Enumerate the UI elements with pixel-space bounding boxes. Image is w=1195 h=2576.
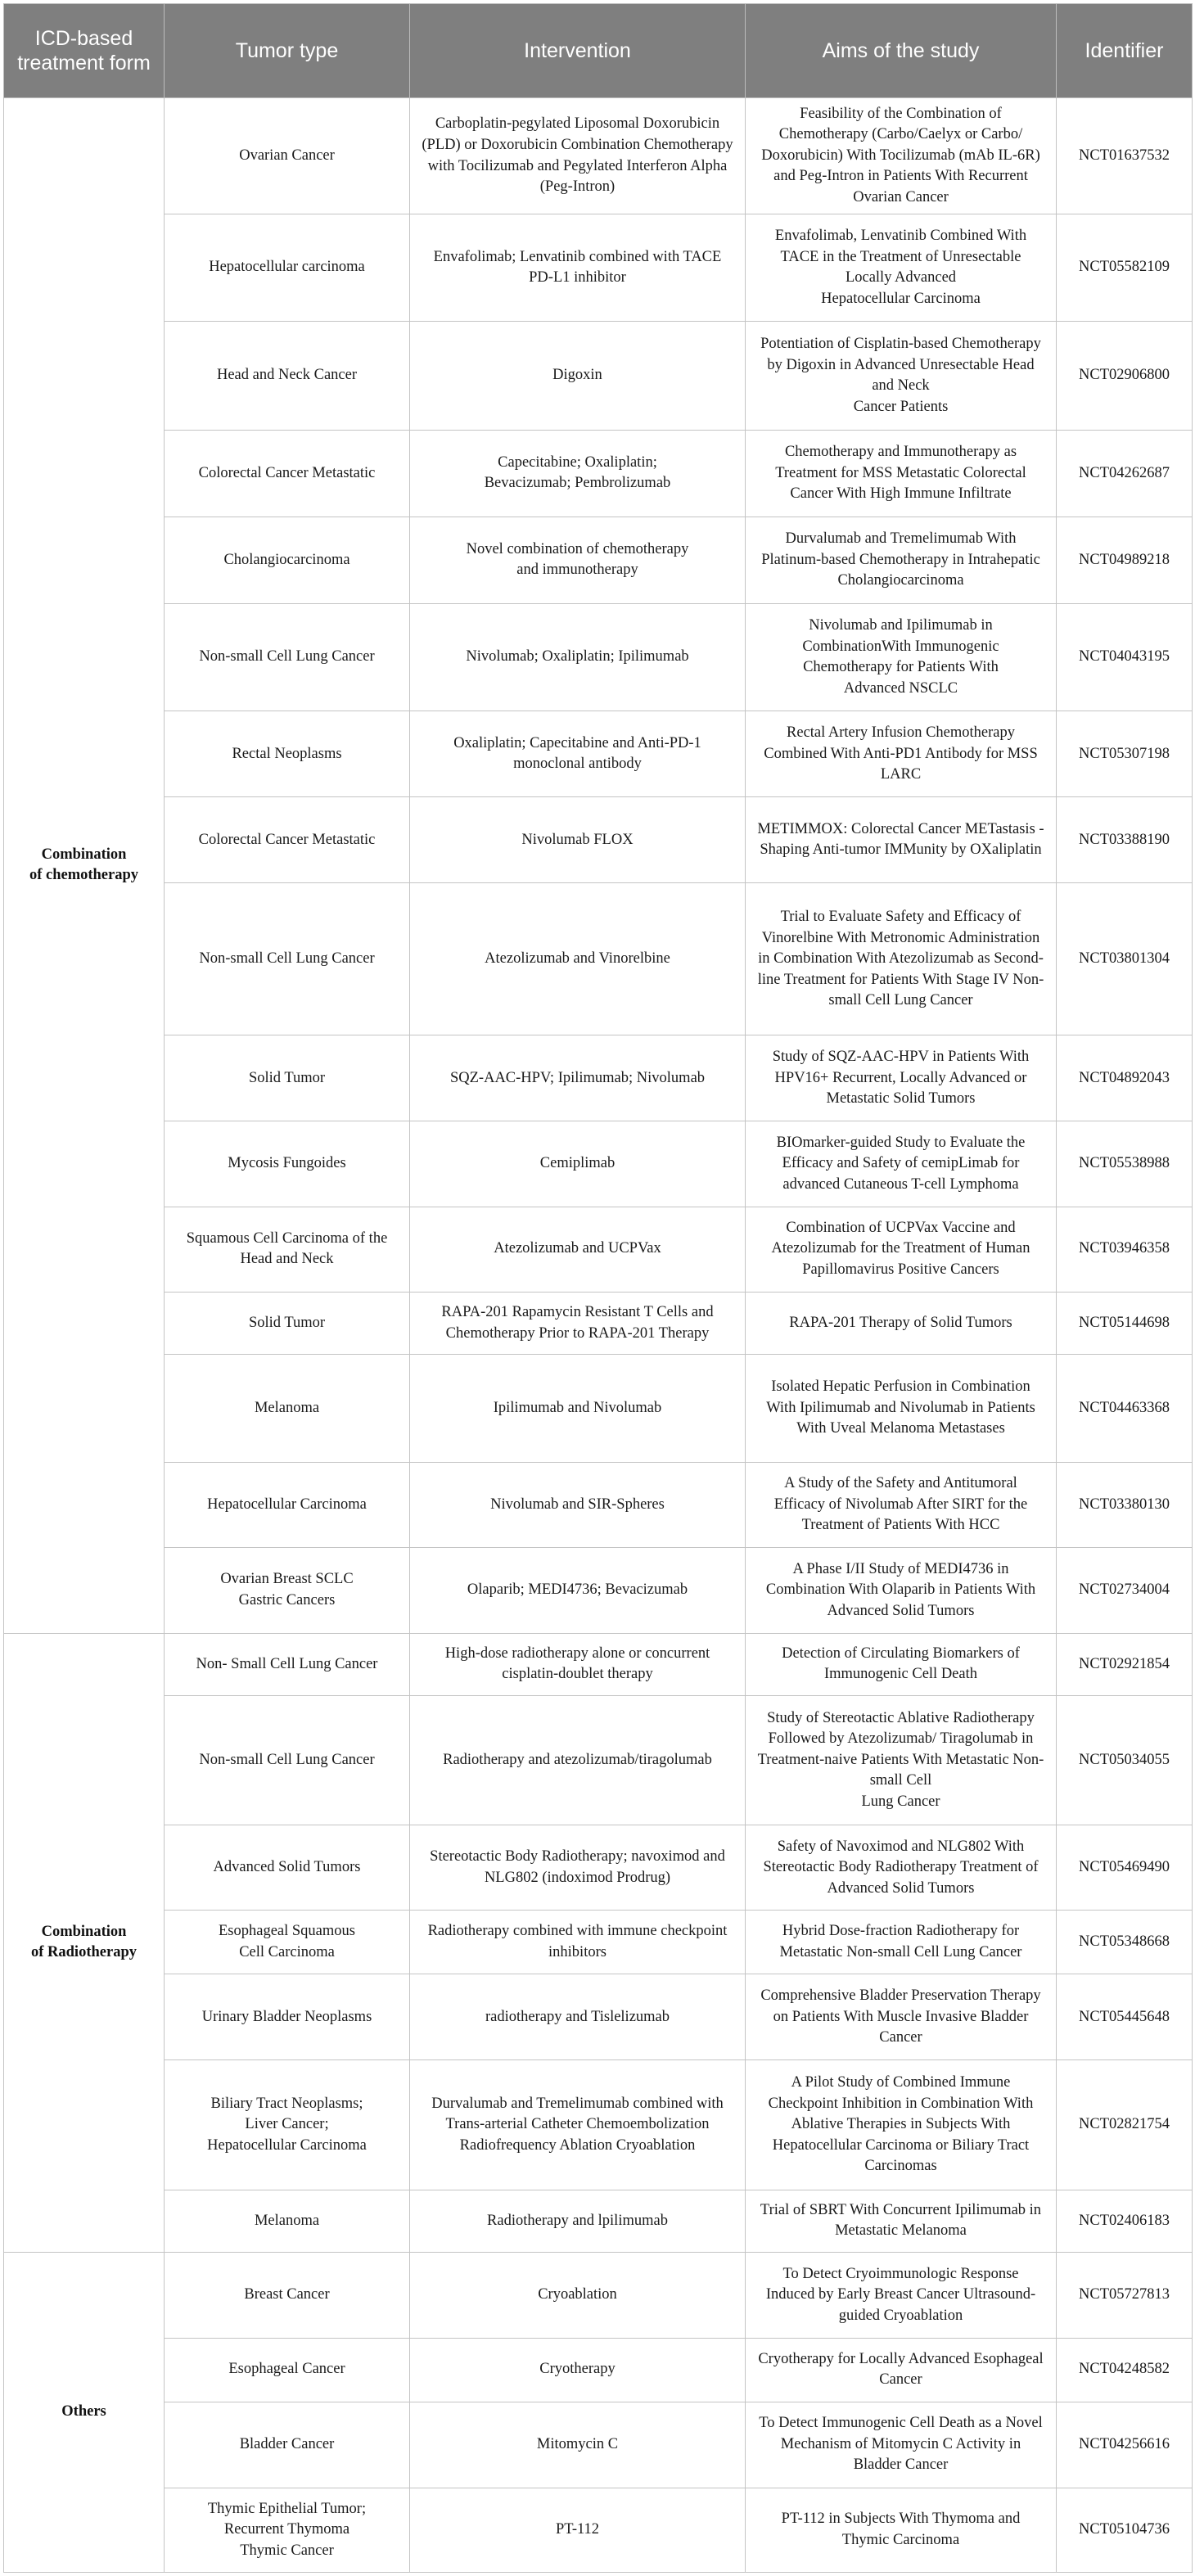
identifier-cell: NCT03380130 xyxy=(1057,1462,1193,1547)
tumor-type-cell: Ovarian Cancer xyxy=(165,98,410,214)
tumor-type-cell: Ovarian Breast SCLC Gastric Cancers xyxy=(165,1547,410,1633)
header-tumor-type: Tumor type xyxy=(165,4,410,98)
identifier-cell: NCT05445648 xyxy=(1057,1974,1193,2060)
identifier-cell: NCT04892043 xyxy=(1057,1035,1193,1121)
aims-cell: Combination of UCPVax Vaccine and Atezolizumab for the Treatment of Human Papillomavirus Positive Cancers xyxy=(746,1207,1057,1292)
table-row xyxy=(4,2488,1193,2572)
intervention-cell: Envafolimab; Lenvatinib combined with TACE PD-L1 inhibitor xyxy=(410,214,746,322)
aims-cell: Safety of Navoximod and NLG802 With Stereotactic Body Radiotherapy Treatment of Advanced Solid Tumors xyxy=(746,1825,1057,1911)
tumor-type-cell: Bladder Cancer xyxy=(165,2402,410,2488)
identifier-cell: NCT05727813 xyxy=(1057,2252,1193,2338)
intervention-cell: Ipilimumab and Nivolumab xyxy=(410,1355,746,1462)
table-row xyxy=(4,322,1193,430)
aims-cell: Study of Stereotactic Ablative Radiotherapy Followed by Atezolizumab/ Tiragolumab in Treatment-naive Patients With Metastatic Non-small Cell Lung Cancer xyxy=(746,1695,1057,1825)
aims-cell: Detection of Circulating Biomarkers of Immunogenic Cell Death xyxy=(746,1633,1057,1695)
aims-cell: RAPA-201 Therapy of Solid Tumors xyxy=(746,1292,1057,1355)
aims-cell: Cryotherapy for Locally Advanced Esophageal Cancer xyxy=(746,2338,1057,2402)
intervention-cell: Nivolumab; Oxaliplatin; Ipilimumab xyxy=(410,603,746,711)
intervention-cell: Radiotherapy and atezolizumab/tiragolumab xyxy=(410,1695,746,1825)
aims-cell: Study of SQZ-AAC-HPV in Patients With HPV16+ Recurrent, Locally Advanced or Metastatic Solid Tumors xyxy=(746,1035,1057,1121)
table-row xyxy=(4,1355,1193,1462)
header-row xyxy=(4,4,1193,98)
header-aims: Aims of the study xyxy=(746,4,1057,98)
identifier-cell: NCT03801304 xyxy=(1057,883,1193,1035)
aims-cell: A Pilot Study of Combined Immune Checkpoint Inhibition in Combination With Ablative Therapies in Subjects With Hepatocellular Carcinoma or Biliary Tract Carcinomas xyxy=(746,2060,1057,2190)
identifier-cell: NCT05144698 xyxy=(1057,1292,1193,1355)
intervention-cell: RAPA-201 Rapamycin Resistant T Cells and Chemotherapy Prior to RAPA-201 Therapy xyxy=(410,1292,746,1355)
table-row xyxy=(4,98,1193,214)
table-row xyxy=(4,1547,1193,1633)
table-body xyxy=(4,98,1193,2573)
identifier-cell: NCT02406183 xyxy=(1057,2190,1193,2252)
intervention-cell: Nivolumab and SIR-Spheres xyxy=(410,1462,746,1547)
tumor-type-cell: Non- Small Cell Lung Cancer xyxy=(165,1633,410,1695)
aims-cell: Trial of SBRT With Concurrent Ipilimumab in Metastatic Melanoma xyxy=(746,2190,1057,2252)
tumor-type-cell: Mycosis Fungoides xyxy=(165,1121,410,1207)
table-row xyxy=(4,1911,1193,1974)
tumor-type-cell: Esophageal Squamous Cell Carcinoma xyxy=(165,1911,410,1974)
table-row xyxy=(4,2060,1193,2190)
table-row xyxy=(4,883,1193,1035)
identifier-cell: NCT04989218 xyxy=(1057,517,1193,603)
tumor-type-cell: Solid Tumor xyxy=(165,1035,410,1121)
identifier-cell: NCT05469490 xyxy=(1057,1825,1193,1911)
intervention-cell: Olaparib; MEDI4736; Bevacizumab xyxy=(410,1547,746,1633)
intervention-cell: Stereotactic Body Radiotherapy; navoximod and NLG802 (indoximod Prodrug) xyxy=(410,1825,746,1911)
table-row xyxy=(4,2252,1193,2338)
identifier-cell: NCT04248582 xyxy=(1057,2338,1193,2402)
tumor-type-cell: Thymic Epithelial Tumor; Recurrent Thymoma Thymic Cancer xyxy=(165,2488,410,2572)
treatment-form-cell: Combination of Radiotherapy xyxy=(4,1633,165,2252)
table-row xyxy=(4,1825,1193,1911)
intervention-cell: High-dose radiotherapy alone or concurrent cisplatin-doublet therapy xyxy=(410,1633,746,1695)
tumor-type-cell: Esophageal Cancer xyxy=(165,2338,410,2402)
identifier-cell: NCT05348668 xyxy=(1057,1911,1193,1974)
identifier-cell: NCT05104736 xyxy=(1057,2488,1193,2572)
intervention-cell: PT-112 xyxy=(410,2488,746,2572)
tumor-type-cell: Non-small Cell Lung Cancer xyxy=(165,603,410,711)
intervention-cell: Digoxin xyxy=(410,322,746,430)
intervention-cell: SQZ-AAC-HPV; Ipilimumab; Nivolumab xyxy=(410,1035,746,1121)
identifier-cell: NCT02921854 xyxy=(1057,1633,1193,1695)
aims-cell: Potentiation of Cisplatin-based Chemotherapy by Digoxin in Advanced Unresectable Head and Neck Cancer Patients xyxy=(746,322,1057,430)
aims-cell: PT-112 in Subjects With Thymoma and Thymic Carcinoma xyxy=(746,2488,1057,2572)
tumor-type-cell: Melanoma xyxy=(165,1355,410,1462)
table-row xyxy=(4,2402,1193,2488)
tumor-type-cell: Head and Neck Cancer xyxy=(165,322,410,430)
aims-cell: To Detect Cryoimmunologic Response Induced by Early Breast Cancer Ultrasound-guided Cryoablation xyxy=(746,2252,1057,2338)
aims-cell: METIMMOX: Colorectal Cancer METastasis - Shaping Anti-tumor IMMunity by OXaliplatin xyxy=(746,797,1057,883)
identifier-cell: NCT02734004 xyxy=(1057,1547,1193,1633)
table-row xyxy=(4,1035,1193,1121)
identifier-cell: NCT02821754 xyxy=(1057,2060,1193,2190)
aims-cell: Isolated Hepatic Perfusion in Combination With Ipilimumab and Nivolumab in Patients With Uveal Melanoma Metastases xyxy=(746,1355,1057,1462)
tumor-type-cell: Rectal Neoplasms xyxy=(165,711,410,797)
header-intervention: Intervention xyxy=(410,4,746,98)
aims-cell: Nivolumab and Ipilimumab in CombinationWith Immunogenic Chemotherapy for Patients With Advanced NSCLC xyxy=(746,603,1057,711)
tumor-type-cell: Biliary Tract Neoplasms; Liver Cancer; Hepatocellular Carcinoma xyxy=(165,2060,410,2190)
intervention-cell: Nivolumab FLOX xyxy=(410,797,746,883)
table-row xyxy=(4,1207,1193,1292)
table-row xyxy=(4,1462,1193,1547)
aims-cell: Rectal Artery Infusion Chemotherapy Combined With Anti-PD1 Antibody for MSS LARC xyxy=(746,711,1057,797)
intervention-cell: radiotherapy and Tislelizumab xyxy=(410,1974,746,2060)
tumor-type-cell: Non-small Cell Lung Cancer xyxy=(165,883,410,1035)
intervention-cell: Capecitabine; Oxaliplatin; Bevacizumab; Pembrolizumab xyxy=(410,430,746,517)
header-identifier: Identifier xyxy=(1057,4,1193,98)
tumor-type-cell: Hepatocellular carcinoma xyxy=(165,214,410,322)
intervention-cell: Carboplatin-pegylated Liposomal Doxorubicin (PLD) or Doxorubicin Combination Chemotherapy with Tocilizumab and Pegylated Interferon Alpha (Peg-Intron) xyxy=(410,98,746,214)
intervention-cell: Atezolizumab and Vinorelbine xyxy=(410,883,746,1035)
treatment-form-cell: Combination of chemotherapy xyxy=(4,98,165,1634)
tumor-type-cell: Breast Cancer xyxy=(165,2252,410,2338)
table-row xyxy=(4,2190,1193,2252)
aims-cell: A Study of the Safety and Antitumoral Efficacy of Nivolumab After SIRT for the Treatment of Patients With HCC xyxy=(746,1462,1057,1547)
aims-cell: Trial to Evaluate Safety and Efficacy of Vinorelbine With Metronomic Administration in Combination With Atezolizumab as Second-line Treatment for Patients With Stage IV Non-small Cell Lung Cancer xyxy=(746,883,1057,1035)
trials-table xyxy=(3,3,1193,2573)
identifier-cell: NCT05538988 xyxy=(1057,1121,1193,1207)
table-row xyxy=(4,517,1193,603)
treatment-form-cell: Others xyxy=(4,2252,165,2572)
tumor-type-cell: Advanced Solid Tumors xyxy=(165,1825,410,1911)
intervention-cell: Mitomycin C xyxy=(410,2402,746,2488)
intervention-cell: Cryotherapy xyxy=(410,2338,746,2402)
identifier-cell: NCT05582109 xyxy=(1057,214,1193,322)
intervention-cell: Radiotherapy and lpilimumab xyxy=(410,2190,746,2252)
intervention-cell: Novel combination of chemotherapy and immunotherapy xyxy=(410,517,746,603)
aims-cell: A Phase I/II Study of MEDI4736 in Combination With Olaparib in Patients With Advanced Solid Tumors xyxy=(746,1547,1057,1633)
tumor-type-cell: Cholangiocarcinoma xyxy=(165,517,410,603)
header-treatment-form: ICD-based treatment form xyxy=(4,4,165,98)
intervention-cell: Cryoablation xyxy=(410,2252,746,2338)
identifier-cell: NCT05034055 xyxy=(1057,1695,1193,1825)
identifier-cell: NCT04262687 xyxy=(1057,430,1193,517)
table-row xyxy=(4,797,1193,883)
tumor-type-cell: Hepatocellular Carcinoma xyxy=(165,1462,410,1547)
identifier-cell: NCT04463368 xyxy=(1057,1355,1193,1462)
tumor-type-cell: Squamous Cell Carcinoma of the Head and Neck xyxy=(165,1207,410,1292)
table-row xyxy=(4,214,1193,322)
aims-cell: Durvalumab and Tremelimumab With Platinum-based Chemotherapy in Intrahepatic Cholangiocarcinoma xyxy=(746,517,1057,603)
aims-cell: Hybrid Dose-fraction Radiotherapy for Metastatic Non-small Cell Lung Cancer xyxy=(746,1911,1057,1974)
intervention-cell: Atezolizumab and UCPVax xyxy=(410,1207,746,1292)
table-row xyxy=(4,1292,1193,1355)
table-row xyxy=(4,603,1193,711)
tumor-type-cell: Solid Tumor xyxy=(165,1292,410,1355)
tumor-type-cell: Colorectal Cancer Metastatic xyxy=(165,430,410,517)
identifier-cell: NCT05307198 xyxy=(1057,711,1193,797)
table-row xyxy=(4,430,1193,517)
aims-cell: Chemotherapy and Immunotherapy as Treatment for MSS Metastatic Colorectal Cancer With High Immune Infiltrate xyxy=(746,430,1057,517)
aims-cell: Envafolimab, Lenvatinib Combined With TACE in the Treatment of Unresectable Locally Advanced Hepatocellular Carcinoma xyxy=(746,214,1057,322)
table-row xyxy=(4,1633,1193,1695)
identifier-cell: NCT02906800 xyxy=(1057,322,1193,430)
tumor-type-cell: Non-small Cell Lung Cancer xyxy=(165,1695,410,1825)
aims-cell: To Detect Immunogenic Cell Death as a Novel Mechanism of Mitomycin C Activity in Bladder Cancer xyxy=(746,2402,1057,2488)
aims-cell: Comprehensive Bladder Preservation Therapy on Patients With Muscle Invasive Bladder Cancer xyxy=(746,1974,1057,2060)
intervention-cell: Radiotherapy combined with immune checkpoint inhibitors xyxy=(410,1911,746,1974)
intervention-cell: Cemiplimab xyxy=(410,1121,746,1207)
table-row xyxy=(4,711,1193,797)
intervention-cell: Oxaliplatin; Capecitabine and Anti-PD-1 monoclonal antibody xyxy=(410,711,746,797)
identifier-cell: NCT03388190 xyxy=(1057,797,1193,883)
identifier-cell: NCT03946358 xyxy=(1057,1207,1193,1292)
tumor-type-cell: Melanoma xyxy=(165,2190,410,2252)
aims-cell: BIOmarker-guided Study to Evaluate the Efficacy and Safety of cemipLimab for advanced Cutaneous T-cell Lymphoma xyxy=(746,1121,1057,1207)
table-row xyxy=(4,1695,1193,1825)
identifier-cell: NCT04043195 xyxy=(1057,603,1193,711)
tumor-type-cell: Colorectal Cancer Metastatic xyxy=(165,797,410,883)
intervention-cell: Durvalumab and Tremelimumab combined with Trans-arterial Catheter Chemoembolization Radiofrequency Ablation Cryoablation xyxy=(410,2060,746,2190)
identifier-cell: NCT04256616 xyxy=(1057,2402,1193,2488)
table-row xyxy=(4,2338,1193,2402)
table-row xyxy=(4,1974,1193,2060)
identifier-cell: NCT01637532 xyxy=(1057,98,1193,214)
table-row xyxy=(4,1121,1193,1207)
tumor-type-cell: Urinary Bladder Neoplasms xyxy=(165,1974,410,2060)
aims-cell: Feasibility of the Combination of Chemotherapy (Carbo/Caelyx or Carbo/ Doxorubicin) With Tocilizumab (mAb IL-6R) and Peg-Intron in Patients With Recurrent Ovarian Cancer xyxy=(746,98,1057,214)
